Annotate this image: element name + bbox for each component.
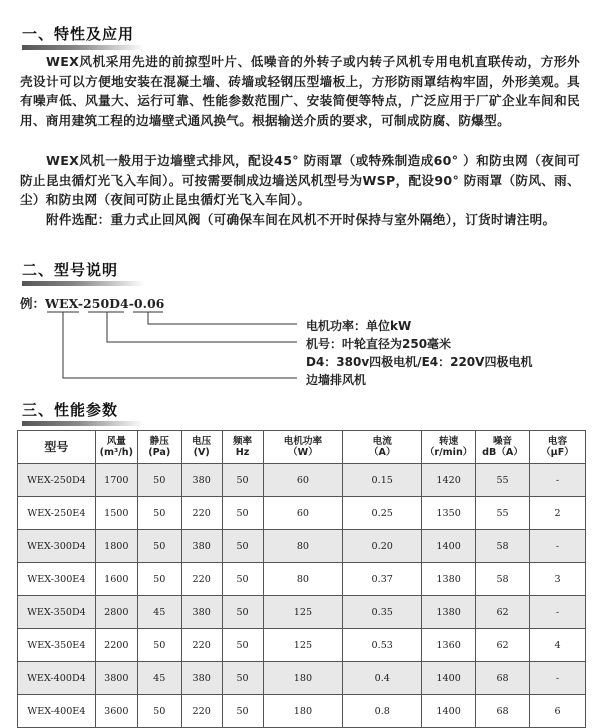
cell-motor-power: 60	[263, 497, 343, 530]
cell-frequency: 50	[222, 563, 263, 596]
cell-voltage: 380	[181, 596, 222, 629]
example-dash: -	[77, 296, 84, 311]
cell-model: WEX-350E4	[18, 629, 96, 662]
table-row	[18, 596, 586, 629]
connector-size	[107, 312, 297, 342]
cell-airflow: 2800	[95, 596, 137, 629]
cell-capacitance: -	[530, 662, 586, 695]
features-paragraph-1-text: WEX风机采用先进的前掠型叶片、低噪音的外转子或内转子风机专用电机直联传动，方形外壳设计可以方便地安装在混凝土墙、砖墙或轻钢压型墙板上，方形防雨罩结构牢固，外形美观。具有噪声低、风量大、运行可靠、性能参数范围广、安装简便等特点，广泛应用于厂矿企业车间和民用、商用建筑工程的边墙壁式通风换气。根据输送介质的要求，可制成防腐、防爆型。	[20, 54, 580, 128]
cell-capacitance: -	[530, 530, 586, 563]
header-motor-power-label: 电机功率	[283, 436, 323, 447]
cell-current: 0.15	[343, 464, 422, 497]
features-paragraph-3-text: 附件选配：重力式止回风阀（可确保车间在风机不开时保持与室外隔绝），订货时请注明。	[46, 212, 556, 227]
cell-current: 0.20	[343, 530, 422, 563]
table-row	[18, 497, 586, 530]
cell-noise: 58	[476, 530, 530, 563]
cell-frequency: 50	[222, 530, 263, 563]
connector-series	[63, 312, 297, 378]
cell-voltage: 220	[181, 563, 222, 596]
cell-motor-power: 80	[263, 563, 343, 596]
cell-speed: 1380	[422, 563, 476, 596]
header-voltage	[181, 431, 222, 464]
cell-current: 0.4	[343, 662, 422, 695]
cell-capacitance: -	[530, 464, 586, 497]
cell-airflow: 1700	[95, 464, 137, 497]
cell-model: WEX-350D4	[18, 596, 96, 629]
cell-capacitance: 2	[530, 497, 586, 530]
cell-speed: 1400	[422, 530, 476, 563]
example-part-series: WEX	[45, 296, 78, 311]
section-title-performance: 三、性能参数	[22, 401, 119, 419]
cell-static-pressure: 45	[137, 596, 181, 629]
cell-motor-power: 125	[263, 596, 343, 629]
header-airflow	[95, 431, 137, 464]
header-frequency-unit: Hz	[235, 447, 250, 458]
cell-voltage: 380	[181, 530, 222, 563]
desc-motor-power: 电机功率：单位kW	[306, 319, 412, 333]
cell-speed: 1380	[422, 596, 476, 629]
cell-frequency: 50	[222, 629, 263, 662]
cell-airflow: 3800	[95, 662, 137, 695]
cell-noise: 62	[476, 596, 530, 629]
header-voltage-unit: (V)	[193, 447, 210, 458]
cell-motor-power: 180	[263, 662, 343, 695]
desc-fan-type: 边墙排风机	[306, 373, 367, 387]
cell-voltage: 220	[181, 629, 222, 662]
section-title-model: 二、型号说明	[22, 261, 119, 279]
cell-motor-power: 180	[263, 695, 343, 728]
cell-model: WEX-400E4	[18, 695, 96, 728]
cell-model: WEX-300E4	[18, 563, 96, 596]
example-part-size: 250D4	[83, 296, 129, 311]
cell-current: 0.35	[343, 596, 422, 629]
cell-static-pressure: 50	[137, 563, 181, 596]
header-static-pressure-label: 静压	[149, 436, 169, 447]
cell-static-pressure: 45	[137, 662, 181, 695]
header-speed-label: 转速	[439, 436, 459, 447]
table-body	[18, 464, 586, 728]
header-motor-power	[263, 431, 343, 464]
table-row	[18, 563, 586, 596]
header-capacitance	[530, 431, 586, 464]
header-airflow-unit: (m³/h)	[99, 447, 133, 458]
cell-noise: 55	[476, 497, 530, 530]
header-capacitance-unit: （μF）	[541, 447, 574, 458]
header-current	[343, 431, 422, 464]
header-capacitance-label: 电容	[547, 436, 568, 447]
header-static-pressure	[137, 431, 181, 464]
header-voltage-label: 电压	[192, 436, 212, 447]
cell-noise: 58	[476, 563, 530, 596]
cell-voltage: 380	[181, 464, 222, 497]
cell-frequency: 50	[222, 662, 263, 695]
cell-static-pressure: 50	[137, 629, 181, 662]
cell-capacitance: 3	[530, 563, 586, 596]
cell-motor-power: 60	[263, 464, 343, 497]
example-part-power: 0.06	[133, 296, 165, 311]
cell-static-pressure: 50	[137, 695, 181, 728]
header-noise-unit: dB（A）	[482, 447, 523, 458]
cell-current: 0.25	[343, 497, 422, 530]
header-current-label: 电流	[372, 436, 392, 447]
desc-motor-type: D4：380v四极电机/E4：220V四极电机	[306, 355, 533, 369]
header-model-label: 型号	[44, 439, 69, 454]
cell-airflow: 1600	[95, 563, 137, 596]
cell-motor-power: 80	[263, 530, 343, 563]
cell-frequency: 50	[222, 464, 263, 497]
header-current-unit: （A）	[368, 447, 396, 458]
cell-voltage: 220	[181, 695, 222, 728]
cell-noise: 55	[476, 464, 530, 497]
header-speed-unit: （r/min）	[424, 447, 473, 458]
cell-noise: 68	[476, 662, 530, 695]
cell-noise: 68	[476, 695, 530, 728]
cell-airflow: 2200	[95, 629, 137, 662]
table-header-row	[18, 431, 586, 464]
title-underline-bar	[22, 421, 144, 426]
header-motor-power-unit: （W）	[288, 447, 318, 458]
features-paragraph-2-text: WEX风机一般用于边墙壁式排风，配设45° 防雨罩（或特殊制造成60° ）和防虫网（夜间可防止昆虫循灯光飞入车间）。可按需要制成边墙送风机型号为WSP，配设90° 防雨罩（防风、雨、尘）和防虫网（夜间可防止昆虫循灯光飞入车间）。	[20, 153, 580, 208]
cell-voltage: 220	[181, 497, 222, 530]
connector-power	[148, 312, 297, 324]
cell-current: 0.53	[343, 629, 422, 662]
cell-speed: 1400	[422, 662, 476, 695]
example-dash: -	[128, 296, 134, 311]
cell-voltage: 380	[181, 662, 222, 695]
performance-table	[17, 430, 586, 728]
cell-speed: 1400	[422, 695, 476, 728]
cell-model: WEX-300D4	[18, 530, 96, 563]
header-frequency	[222, 431, 263, 464]
header-speed	[422, 431, 476, 464]
cell-model: WEX-400D4	[18, 662, 96, 695]
header-model	[18, 431, 96, 464]
header-static-pressure-unit: (Pa)	[148, 447, 171, 458]
cell-static-pressure: 50	[137, 530, 181, 563]
cell-airflow: 1800	[95, 530, 137, 563]
cell-speed: 1360	[422, 629, 476, 662]
header-noise-label: 噪音	[492, 436, 513, 447]
table-row	[18, 530, 586, 563]
cell-frequency: 50	[222, 695, 263, 728]
table-row	[18, 629, 586, 662]
cell-speed: 1420	[422, 464, 476, 497]
cell-model: WEX-250D4	[18, 464, 96, 497]
table-row	[18, 464, 586, 497]
cell-model: WEX-250E4	[18, 497, 96, 530]
cell-static-pressure: 50	[137, 464, 181, 497]
cell-capacitance: 4	[530, 629, 586, 662]
cell-capacitance: 6	[530, 695, 586, 728]
cell-frequency: 50	[222, 596, 263, 629]
cell-speed: 1350	[422, 497, 476, 530]
desc-impeller-size: 机号：叶轮直径为250毫米	[306, 337, 452, 351]
cell-static-pressure: 50	[137, 497, 181, 530]
cell-capacitance: -	[530, 596, 586, 629]
table-row	[18, 695, 586, 728]
cell-motor-power: 125	[263, 629, 343, 662]
header-frequency-label: 频率	[232, 436, 253, 447]
cell-airflow: 3600	[95, 695, 137, 728]
example-prefix: 例：	[20, 296, 46, 311]
cell-airflow: 1500	[95, 497, 137, 530]
section-title-features: 一、特性及应用	[22, 25, 135, 43]
header-noise	[476, 431, 530, 464]
header-airflow-label: 风量	[106, 436, 126, 447]
table-row	[18, 662, 586, 695]
cell-current: 0.37	[343, 563, 422, 596]
cell-current: 0.8	[343, 695, 422, 728]
cell-noise: 62	[476, 629, 530, 662]
cell-frequency: 50	[222, 497, 263, 530]
